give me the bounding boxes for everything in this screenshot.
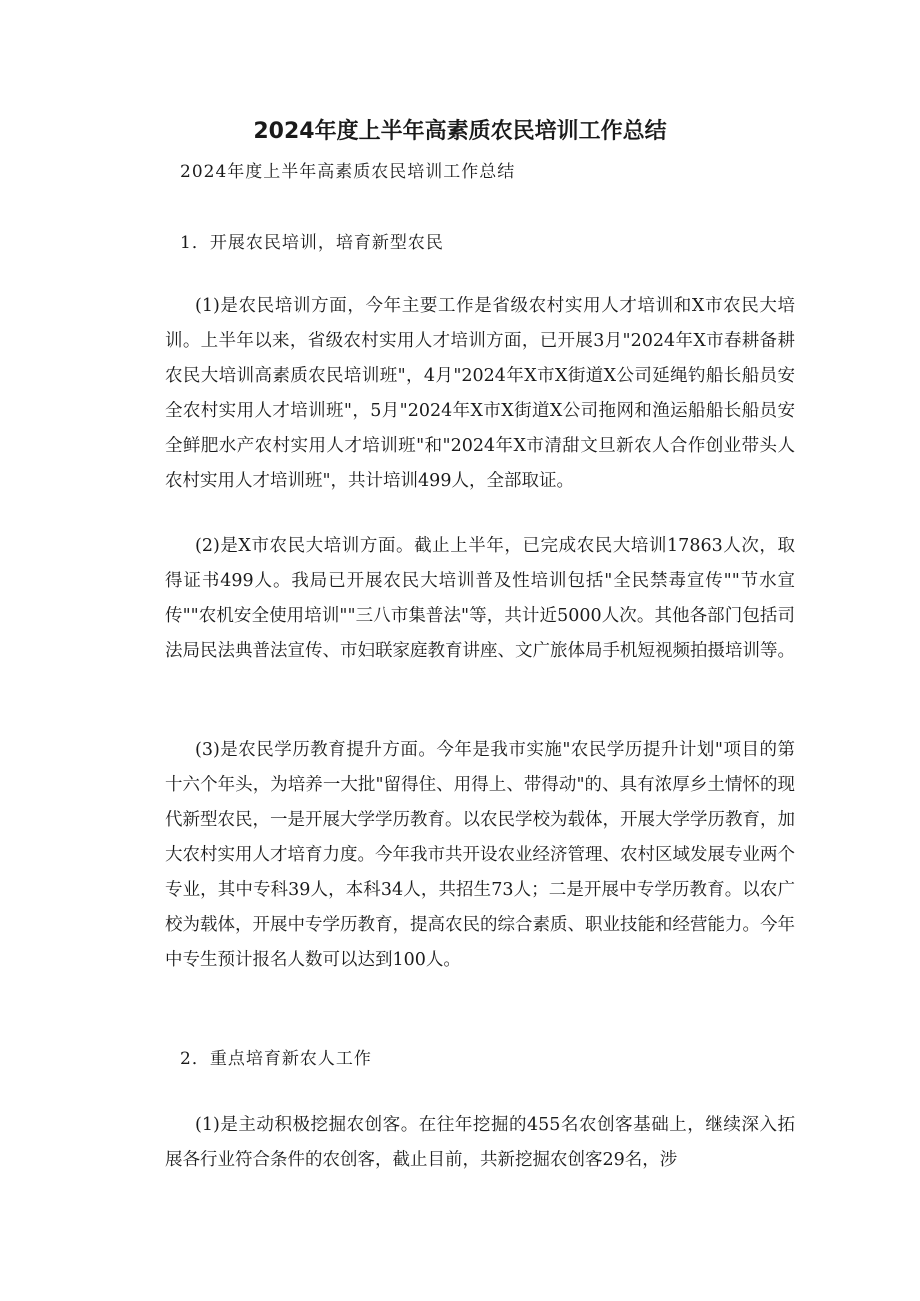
- paragraph-1-1: (1)是农民培训方面，今年主要工作是省级农村实用人才培训和X市农民大培训。上半年以来，省级农村实用人才培训方面，已开展3月"2024年X市春耕备耕农民大培训高素质农民培训班"，4月"2024年X市X街道X公司延绳钓船长船员安全农村实用人才培训班"，5月"2024年X市X街道X公司拖网和渔运船船长船员安全鲜肥水产农村实用人才培训班"和"2024年X市清甜文旦新农人合作创业带头人农村实用人才培训班"，共计培训499人，全部取证。: [165, 296, 795, 491]
- paragraph-1-3: (3)是农民学历教育提升方面。今年是我市实施"农民学历提升计划"项目的第十六个年头，为培养一大批"留得住、用得上、带得动"的、具有浓厚乡土情怀的现代新型农民，一是开展大学学历教育。以农民学校为载体，开展大学学历教育，加大农村实用人才培育力度。今年我市共开设农业经济管理、农村区域发展专业两个专业，其中专科39人，本科34人，共招生73人；二是开展中专学历教育。以农广校为载体，开展中专学历教育，提高农民的综合素质、职业技能和经营能力。今年中专生预计报名人数可以达到100人。: [165, 740, 795, 970]
- section-heading-2: 2．重点培育新农人工作: [180, 1049, 372, 1069]
- paragraph-1-2: (2)是X市农民大培训方面。截止上半年，已完成农民大培训17863人次，取得证书499人。我局已开展农民大培训普及性培训包括"全民禁毒宣传""节水宣传""农机安全使用培训""三八市集普法"等，共计近5000人次。其他各部门包括司法局民法典普法宣传、市妇联家庭教育讲座、文广旅体局手机短视频拍摄培训等。: [165, 536, 795, 661]
- section-heading-1: 1．开展农民培训，培育新型农民: [180, 233, 444, 253]
- document-subtitle: 2024年度上半年高素质农民培训工作总结: [180, 162, 516, 182]
- paragraph-2-1: (1)是主动积极挖掘农创客。在往年挖掘的455名农创客基础上，继续深入拓展各行业符合条件的农创客，截止目前，共新挖掘农创客29名，涉: [165, 1115, 795, 1170]
- document-title: 2024年度上半年高素质农民培训工作总结: [253, 119, 667, 144]
